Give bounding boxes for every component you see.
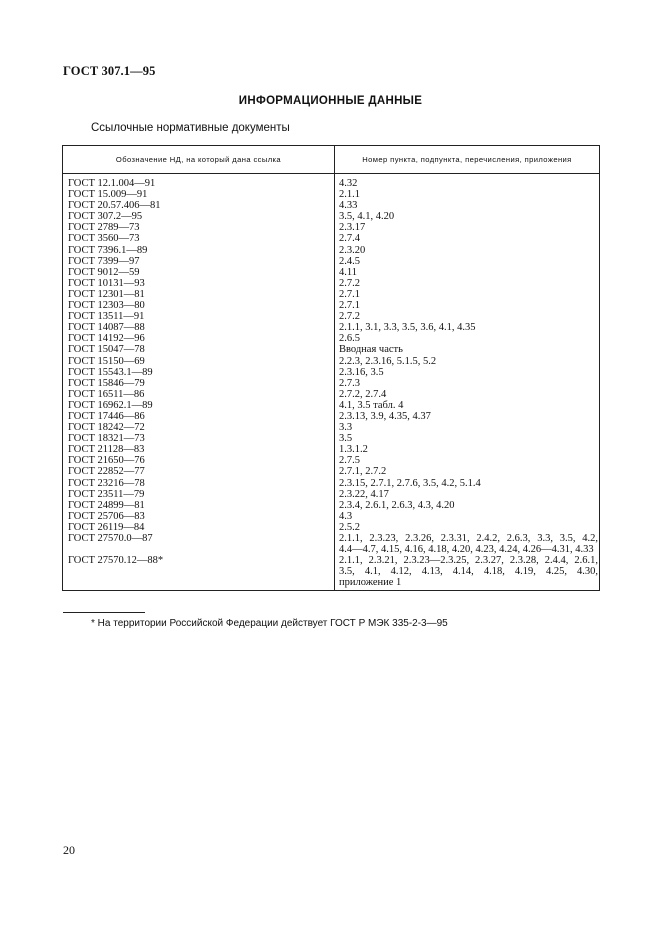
clause-reference: 2.7.1 [339, 300, 360, 312]
document-designation: ГОСТ 23511—79 [68, 488, 145, 500]
spacer-line [63, 566, 334, 577]
clause-reference: 2.7.2 [339, 277, 360, 289]
clause-reference: 2.3.13, 3.9, 4.35, 4.37 [339, 410, 431, 422]
clause-numbers-column [335, 174, 600, 591]
column-header-clauses: Номер пункта, подпункта, перечисления, приложения [335, 146, 600, 174]
document-designation: ГОСТ 15543.1—89 [68, 366, 153, 378]
document-designation: ГОСТ 9012—59 [68, 266, 140, 278]
spacer-line [63, 544, 334, 555]
document-designation: ГОСТ 18242—72 [68, 422, 145, 434]
document-designation: ГОСТ 18321—73 [68, 433, 145, 445]
document-designation: ГОСТ 7396.1—89 [68, 244, 148, 256]
document-designation: ГОСТ 16511—86 [68, 388, 145, 400]
clause-reference: 2.3.16, 3.5 [339, 366, 384, 378]
document-designation: ГОСТ 2789—73 [68, 222, 140, 234]
document-designation: ГОСТ 14192—96 [68, 333, 145, 345]
document-designation: ГОСТ 7399—97 [68, 255, 140, 267]
clause-reference: 2.1.1 [339, 189, 360, 201]
document-designation: ГОСТ 26119—84 [68, 521, 145, 533]
footnote-divider [63, 612, 145, 613]
clause-reference: 3.5 [339, 433, 353, 445]
document-designation: ГОСТ 307.2—95 [68, 211, 143, 223]
clause-reference: 2.7.2, 2.7.4 [339, 388, 387, 400]
clause-reference: 3.5, 4.1, 4.12, 4.13, 4.14, 4.18, 4.19, 4.25, 4.30, [339, 566, 598, 578]
document-designation: ГОСТ 17446—86 [68, 410, 145, 422]
document-designation: ГОСТ 3560—73 [68, 233, 140, 245]
clause-reference: 3.5, 4.1, 4.20 [339, 211, 395, 223]
clause-reference: 3.3 [339, 422, 353, 434]
table-header-row [63, 146, 600, 174]
table-body-row [63, 174, 600, 591]
document-designation: ГОСТ 12301—81 [68, 288, 145, 300]
clause-reference: 2.2.3, 2.3.16, 5.1.5, 5.2 [339, 355, 437, 367]
clause-reference: 4.4—4.7, 4.15, 4.16, 4.18, 4.20, 4.23, 4.24, 4.26—4.31, 4.33 [339, 544, 594, 556]
clause-reference: 2.3.20 [339, 244, 366, 256]
document-designation: ГОСТ 10131—93 [68, 277, 145, 289]
references-table [62, 145, 600, 591]
document-designation: ГОСТ 15846—79 [68, 377, 145, 389]
document-designation: ГОСТ 24899—81 [68, 499, 145, 511]
clause-reference: 2.1.1, 3.1, 3.3, 3.5, 3.6, 4.1, 4.35 [339, 322, 476, 334]
footnote: * На территории Российской Федерации действует ГОСТ Р МЭК 335-2-3—95 [91, 618, 448, 629]
clause-reference: 2.7.4 [339, 233, 360, 245]
document-designation: ГОСТ 12.1.004—91 [68, 178, 156, 189]
document-designation: ГОСТ 14087—88 [68, 322, 145, 334]
clause-reference: 2.7.5 [339, 455, 360, 467]
document-designation: ГОСТ 27570.12—88* [68, 555, 164, 567]
clause-reference: 2.3.22, 4.17 [339, 488, 389, 500]
clause-reference: 2.1.1, 2.3.23, 2.3.26, 2.3.31, 2.4.2, 2.6.3, 3.3, 3.5, 4.2, [339, 533, 598, 544]
column-header-document: Обозначение НД, на который дана ссылка [63, 146, 335, 174]
section-subtitle: Ссылочные нормативные документы [91, 122, 290, 134]
document-designation: ГОСТ 27570.0—87 [68, 533, 153, 544]
clause-reference: 4.11 [339, 266, 357, 278]
clause-reference: приложение 1 [339, 577, 402, 589]
clause-reference: 4.33 [339, 200, 358, 212]
clause-reference: 2.7.2 [339, 311, 360, 323]
page-title: ИНФОРМАЦИОННЫЕ ДАННЫЕ [238, 95, 423, 107]
document-designation: ГОСТ 22852—77 [68, 466, 145, 478]
document-designation: ГОСТ 15047—78 [68, 344, 145, 356]
clause-reference: 2.7.3 [339, 377, 360, 389]
page-number: 20 [63, 843, 75, 857]
clause-reference: 2.1.1, 2.3.21, 2.3.23—2.3.25, 2.3.27, 2.3.28, 2.4.4, 2.6.1, [339, 555, 598, 567]
document-designation: ГОСТ 13511—91 [68, 311, 145, 323]
spacer-line [63, 577, 334, 588]
clause-reference: 2.7.1, 2.7.2 [339, 466, 387, 478]
document-code: ГОСТ 307.1—95 [63, 64, 156, 78]
document-designation: ГОСТ 21650—76 [68, 455, 145, 467]
document-designation: ГОСТ 12303—80 [68, 300, 145, 312]
document-designation-column [63, 174, 335, 591]
clause-reference: 4.3 [339, 510, 353, 522]
clause-reference: 1.3.1.2 [339, 444, 368, 456]
clause-reference: 2.3.15, 2.7.1, 2.7.6, 3.5, 4.2, 5.1.4 [339, 477, 481, 489]
clause-reference: 4.1, 3.5 табл. 4 [339, 399, 404, 411]
document-designation: ГОСТ 23216—78 [68, 477, 145, 489]
clause-reference: 2.6.5 [339, 333, 360, 345]
clause-reference: 2.4.5 [339, 255, 360, 267]
document-designation: ГОСТ 16962.1—89 [68, 399, 153, 411]
document-designation: ГОСТ 21128—83 [68, 444, 145, 456]
clause-reference: 4.32 [339, 178, 358, 189]
document-designation: ГОСТ 25706—83 [68, 510, 145, 522]
clause-reference: 2.3.4, 2.6.1, 2.6.3, 4.3, 4.20 [339, 499, 455, 511]
clause-reference: Вводная часть [339, 344, 403, 356]
clause-reference: 2.5.2 [339, 521, 360, 533]
clause-reference: 2.3.17 [339, 222, 366, 234]
document-designation: ГОСТ 15.009—91 [68, 189, 148, 201]
document-designation: ГОСТ 15150—69 [68, 355, 145, 367]
document-designation: ГОСТ 20.57.406—81 [68, 200, 161, 212]
clause-reference: 2.7.1 [339, 288, 360, 300]
